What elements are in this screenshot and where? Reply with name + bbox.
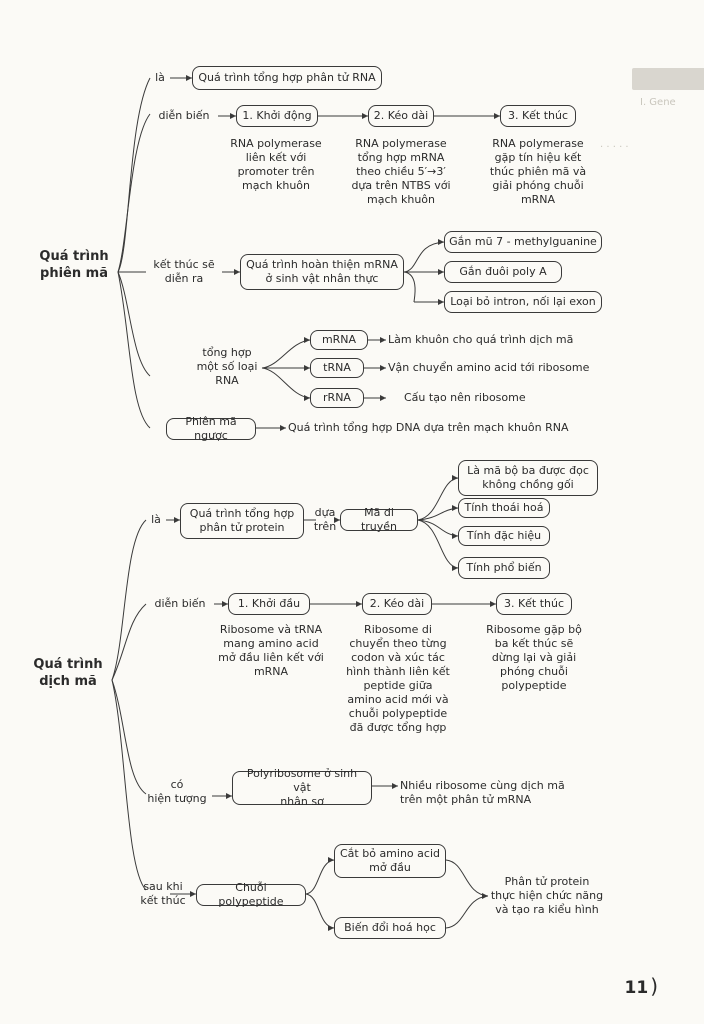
ma-property: Tính đặc hiệu — [458, 526, 550, 546]
stage-box: 1. Khởi đầu — [228, 593, 310, 615]
result-protein: Phân tử protein thực hiện chức năng và tạo ra kiểu hình — [490, 875, 604, 916]
box-ma-di-truyen: Mã di truyền — [340, 509, 418, 531]
label-ket-thuc-se-dien-ra: kết thúc sẽ diễn ra — [153, 258, 215, 285]
label-la: là — [151, 513, 161, 526]
box-polyribosome: Polyribosome ở sinh vật nhân sơ — [232, 771, 372, 805]
rna-type-box: tRNA — [310, 358, 364, 378]
stage-desc: RNA polymerase tổng hợp mRNA theo chiều 5′→3′ dựa trên NTBS với mạch khuôn — [351, 137, 451, 206]
background-bleed-text: · · · · · — [600, 142, 629, 153]
box-tong-hop-protein: Quá trình tổng hợp phân tử protein — [180, 503, 304, 539]
stage-box: 2. Kéo dài — [362, 593, 432, 615]
stage-box: 3. Kết thúc — [500, 105, 576, 127]
box-chuoi-polypeptide: Chuỗi polypeptide — [196, 884, 306, 906]
hoan-thien-item: Gắn mũ 7 - methylguanine — [444, 231, 602, 253]
stage-box: 2. Kéo dài — [368, 105, 434, 127]
stage-box: 1. Khởi động — [236, 105, 318, 127]
stage-desc: Ribosome gặp bộ ba kết thúc sẽ dừng lại và giải phóng chuỗi polypeptide — [486, 623, 582, 692]
ma-property: Là mã bộ ba được đọc không chồng gối — [458, 460, 598, 496]
polyribosome-desc: Nhiều ribosome cùng dịch mã trên một phân tử mRNA — [400, 779, 565, 806]
label-dua-tren: dựa trên — [313, 506, 337, 533]
rna-type-desc: Làm khuôn cho quá trình dịch mã — [388, 333, 574, 346]
chuoi-item: Biến đổi hoá học — [334, 917, 446, 939]
rna-type-desc: Vận chuyển amino acid tới ribosome — [388, 361, 590, 374]
phien-ma-nguoc-desc: Quá trình tổng hợp DNA dựa trên mạch khuôn RNA — [288, 421, 569, 434]
main-topic-dich-ma: Quá trình dịch mã — [33, 657, 103, 689]
rna-type-box: mRNA — [310, 330, 368, 350]
stage-box: 3. Kết thúc — [496, 593, 572, 615]
label-sau-khi-ket-thuc: sau khi kết thúc — [140, 880, 186, 907]
box-phien-ma-nguoc: Phiên mã ngược — [166, 418, 256, 440]
chuoi-item: Cắt bỏ amino acid mở đầu — [334, 844, 446, 878]
rna-type-desc: Cấu tạo nên ribosome — [404, 391, 526, 404]
rna-type-box: rRNA — [310, 388, 364, 408]
stage-desc: RNA polymerase liên kết với promoter trên mạch khuôn — [230, 137, 322, 192]
label-dien-bien: diễn biến — [158, 109, 210, 122]
page-number: 11 ) — [624, 974, 658, 998]
main-topic-phien-ma: Quá trình phiên mã — [39, 249, 109, 281]
label-dien-bien: diễn biến — [154, 597, 206, 610]
box-tong-hop-rna: Quá trình tổng hợp phân tử RNA — [192, 66, 382, 90]
stage-desc: RNA polymerase gặp tín hiệu kết thúc phiên mã và giải phóng chuỗi mRNA — [489, 137, 587, 206]
box-hoan-thien-mrna: Quá trình hoàn thiện mRNA ở sinh vật nhân thực — [240, 254, 404, 290]
label-hien-tuong: có hiện tượng — [147, 778, 207, 805]
background-bleed-text: I. Gene — [640, 97, 676, 108]
ma-property: Tính thoái hoá — [458, 498, 550, 518]
label-tong-hop-rna: tổng hợp một số loại RNA — [196, 346, 258, 387]
label-la: là — [155, 71, 165, 84]
hoan-thien-item: Loại bỏ intron, nối lại exon — [444, 291, 602, 313]
hoan-thien-item: Gắn đuôi poly A — [444, 261, 562, 283]
stage-desc: Ribosome di chuyển theo từng codon và xúc tác hình thành liên kết peptide giữa amino acid mới và chuỗi polypeptide đã được tổng hợp — [346, 623, 450, 734]
stage-desc: Ribosome và tRNA mang amino acid mở đầu liên kết với mRNA — [218, 623, 324, 678]
ma-property: Tính phổ biến — [458, 557, 550, 579]
